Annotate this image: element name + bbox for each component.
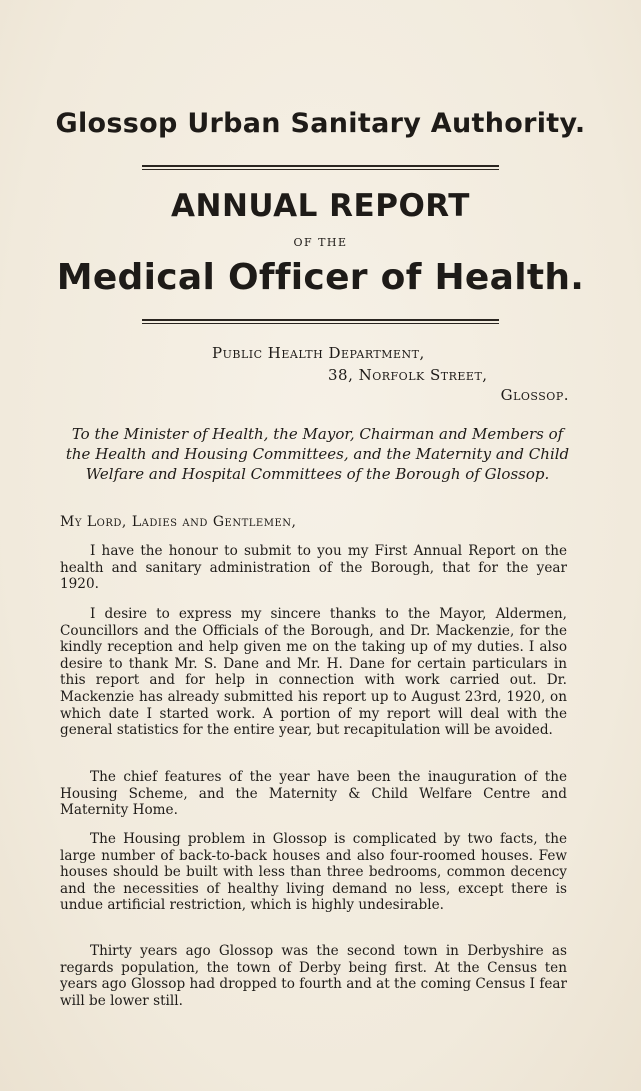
address-line-2: 38, Norfolk Street, — [328, 366, 488, 384]
address-line-3: Glossop. — [500, 386, 569, 404]
paragraph-1: I have the honour to submit to you my First Annual Report on the health and sanitary administration of the Borough, that for the year 1920. — [60, 543, 567, 593]
annual-report-heading: ANNUAL REPORT — [171, 188, 470, 224]
paragraph-4: The Housing problem in Glossop is complicated by two facts, the large number of back-to-back houses and also four-roomed houses. Few houses should be built with less than three bedrooms, common decency and the necessities of healthy living demand no less, except there is undue artificial restriction, which is highly undesirable. — [60, 831, 567, 914]
paragraph-5: Thirty years ago Glossop was the second town in Derbyshire as regards population, the town of Derby being first. At the Census ten years ago Glossop had dropped to fourth and at the coming Census I fear will be lower still. — [60, 943, 567, 1009]
top-double-rule — [142, 165, 499, 170]
bottom-double-rule — [142, 319, 499, 324]
authority-heading: Glossop Urban Sanitary Authority. — [55, 108, 586, 139]
paragraph-3: The chief features of the year have been the inauguration of the Housing Scheme, and the Maternity & Child Welfare Centre and Maternity Home. — [60, 769, 567, 819]
of-the-text: OF THE — [293, 236, 348, 249]
medical-officer-heading: Medical Officer of Health. — [56, 257, 585, 298]
paragraph-2: I desire to express my sincere thanks to the Mayor, Aldermen, Councillors and the Officials of the Borough, and Dr. Mackenzie, for the kindly reception and help given me on the taking up of my duties. I also desire to thank Mr. S. Dane and Mr. H. Dane for certain particulars in this report and for help in connection with work carried out. Dr. Mackenzie has already submitted his report up to August 23rd, 1920, on which date I started work. A portion of my report will deal with the general statistics for the entire year, but recapitulation will be avoided. — [60, 606, 567, 739]
address-line-1: Public Health Department, — [212, 344, 425, 362]
salutation: My Lord, Ladies and Gentlemen, — [60, 514, 297, 530]
addressee-block: To the Minister of Health, the Mayor, Chairman and Members of the Health and Housing Committees, and the Maternity and Child Welfare and Hospital Committees of the Borough of Glossop. — [65, 425, 570, 483]
